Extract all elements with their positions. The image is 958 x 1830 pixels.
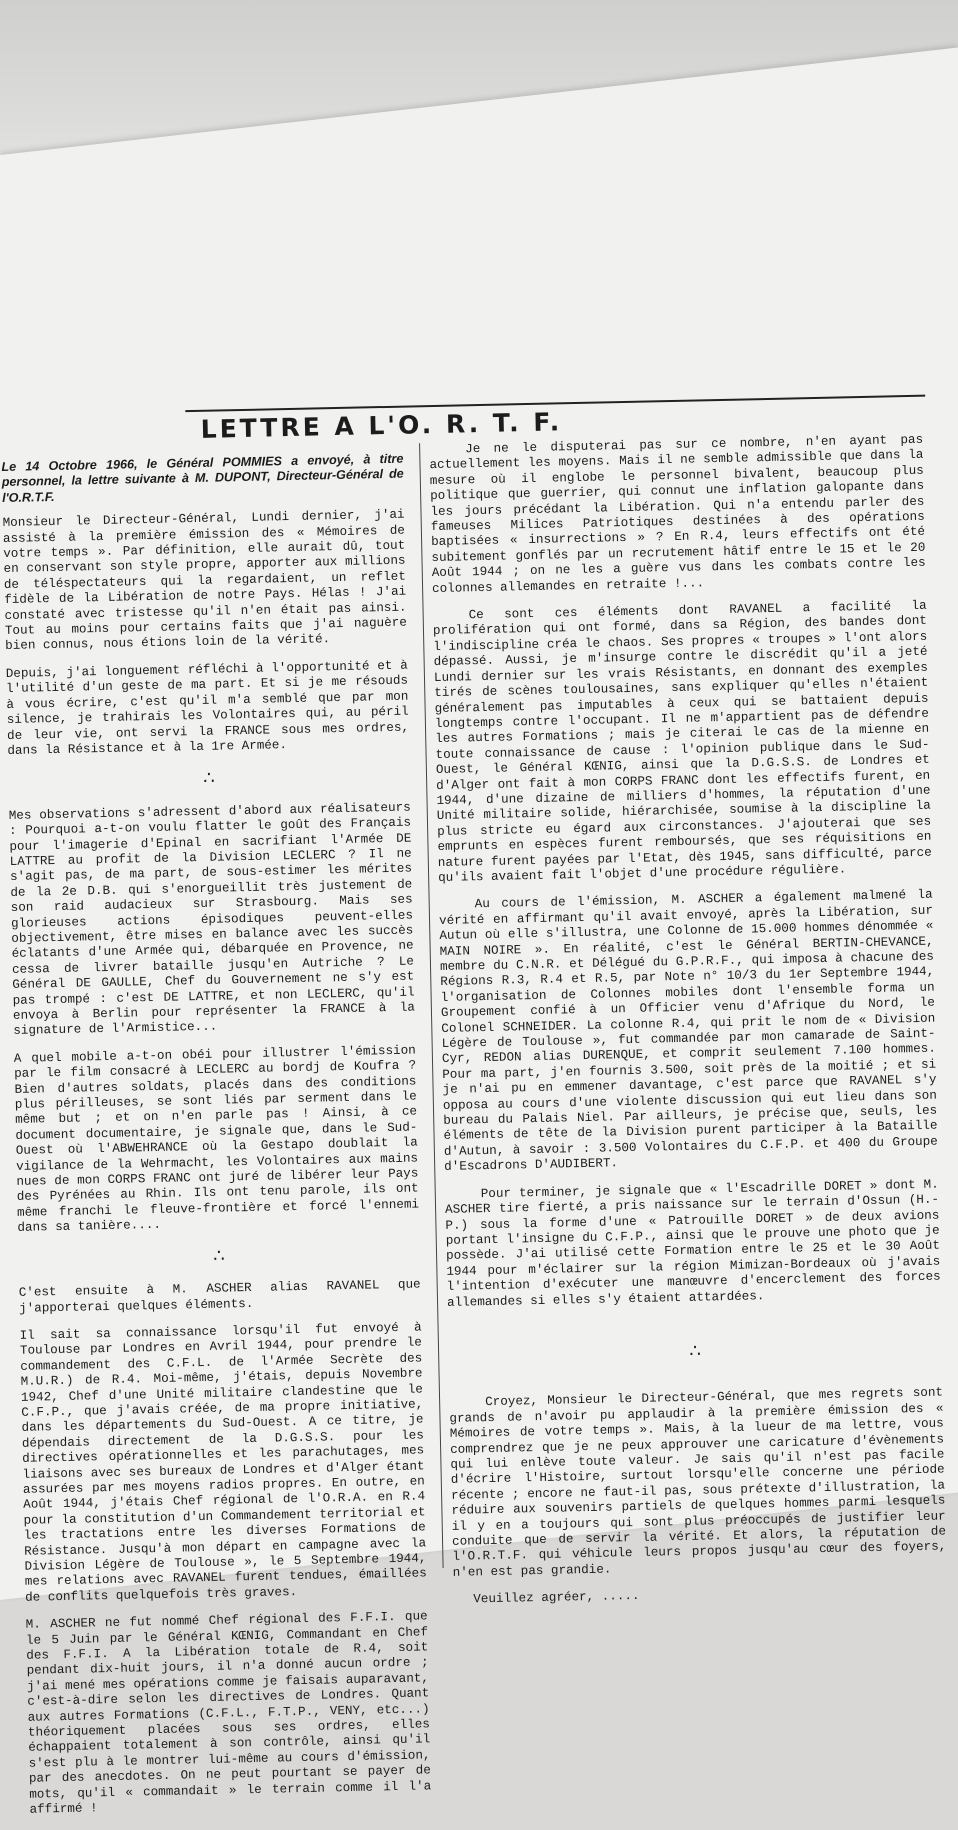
paragraph: M. ASCHER ne fut nommé Chef régional des F.F.I. que le 5 Juin par le Général KŒNIG, Commandant en Chef des F.F.I. A la Libération totale de R.4, soit pendant dix-huit jours, il n'a donné aucun ordre ; j'ai mené mes opérations comme je faisais auparavant, c'est-à-dire selon les directives de Londres. Quant aux autres Formations (C.F.L., F.T.P., VENY, etc...) théoriquement placées sous ses ordres, elles échappaient totalement à son contrôle, ainsi qu'il s'est plu à le montrer lui-même au cours d'émission, par des anecdotes. On ne peut pourtant se payer de mots, qu'il « commandait » le terrain comme il l'a affirmé ! xyxy=(25,1609,432,1817)
paragraph: Depuis, j'ai longuement réfléchi à l'opportunité et à l'utilité d'un geste de ma part. Et si je me résouds à vous écrire, c'est qu'il m'a semblé que par mon silence, je trahirais les Volontaires qui, au péril de leur vie, ont servi la FRANCE sous mes ordres, dans la Résistance et à la 1re Armée. xyxy=(5,658,410,758)
closing-paragraph: Croyez, Monsieur le Directeur-Général, que mes regrets sont grands de n'avoir pu applaudir à la première émission des « Mémoires de votre temps ». Mais, à la lueur de ma lettre, vous comprendrez que je ne peux approuver une caricature d'évènements qui lui enlève toute valeur. Je sais qu'il n'est pas facile d'écrire l'Histoire, surtout lorsqu'elle concerne une période récente ; encore ne faut-il pas, sous prétexte d'illustration, la réduire aux souvenirs partiels de quelques hommes parmi lesquels il y en a toujours qui sont plus préoccupés de justifier leur conduite que de servir la vérité. Et alors, la réputation de l'O.R.T.F. qui véhicule leurs propos jusqu'au cœur des foyers, n'en est pas grandie. xyxy=(449,1385,947,1580)
right-column xyxy=(429,433,948,1621)
paragraph: Pour terminer, je signale que « l'Escadrille DORET » dont M. ASCHER tire fierté, a pris naissance sur le terrain d'Ossun (H.-P.) sous la forme d'une « Patrouille DORET » de deux avions portant l'insigne du C.F.P., ainsi que le prouve une photo que je possède. J'ai utilisé cette Formation entre le 25 et le 30 Août 1944 pour m'éclairer sur la région Mimizan-Bordeaux où j'avais l'intention d'exécuter une manœuvre d'encerclement des forces allemandes si elles s'y étaient attardées. xyxy=(444,1177,941,1310)
paragraph: A quel mobile a-t-on obéi pour illustrer l'émission par le film consacré à LECLERC au bordj de Koufra ? Bien d'autres soldats, placés dans des conditions plus périlleuses, se sont liés par serment dans le même but ; et on n'en parle pas ! Ainsi, à ce document documentaire, je signale que, dans le Sud-Ouest où l'ABWEHRANCE où la Gestapo doublait la vigilance de la Wehrmacht, les Volontaires aux mains nues de mon CORPS FRANC ont juré de libérer leur Pays des Pyrénées au Rhin. Ils ont tenu parole, ils ont même franchi le fleuve-frontière et forcé l'ennemi dans sa tanière.... xyxy=(13,1043,420,1236)
paragraph: Mes observations s'adressent d'abord aux réalisateurs : Pourquoi a-t-on voulu flatter le goût des Français pour l'imagerie d'Epinal en sacrifiant l'Armée DE LATTRE au profit de la Division LECLERC ? Il ne s'agit pas, de ma part, de sous-estimer les mérites de la 2e D.B. qui s'enorgueillit très justement de son raid audacieux sur Strasbourg. Mais ses glorieuses actions épisodiques peuvent-elles objectivement, être mises en balance avec les succès éclatants d'une Armée qui, débarquée en Provence, ne cessa de livrer bataille jusqu'en Autriche ? Le Général DE GAULLE, Chef du Gouvernement ne s'y est pas trompé : c'est DE LATTRE, et non LECLERC, qu'il envoya à Berlin pour représenter la FRANCE à la signature de l'Armistice... xyxy=(8,800,416,1039)
paragraph: C'est ensuite à M. ASCHER alias RAVANEL que j'apporterai quelques éléments. xyxy=(18,1277,421,1316)
paragraph: Il sait sa connaissance lorsqu'il fut envoyé à Toulouse par Londres en Avril 1944, pour prendre le commandement des C.F.L. de l'Armée Secrète des M.U.R.) de R.4. Moi-même, j'étais, depuis Novembre 1942, Chef d'une Unité militaire clandestine que le C.F.P., que j'avais créée, de ma propre initiative, dans les départements du Sud-Ouest. A ce titre, je dépendais directement de la D.G.S.S. pour les directives opérationnelles et les parachutages, mes liaisons avec ses bureaux de Londres et d'Alger étant assurées par mes moyens radios propres. En outre, en Août 1944, j'étais Chef régional de l'O.R.A. en R.4 pour la constitution d'un Commandement territorial et les tractations entre les diverses Formations de Résistance. Jusqu'à mon départ en campagne avec la Division Légère de Toulouse », le 5 Septembre 1944, mes relations avec RAVANEL furent tendues, émaillées de conflits quelquefois très graves. xyxy=(19,1320,427,1605)
paragraph: Ce sont ces éléments dont RAVANEL a facilité la prolifération qui ont formé, dans sa Région, des bandes dont l'indiscipline créa le chaos. Ses propres « troupes » l'ont alors dépassé. Aussi, je m'insurge contre le discrédit qu'il a jeté Lundi dernier sur les vrais Résistants, en donnant des exemples tirés de scènes toulousaines, sans expliquer qu'elles n'étaient généralement pas imputables à ceux qui se battaient depuis longtemps contre l'occupant. Il ne m'appartient pas de défendre les autres Formations ; mais je citerai le cas de la mienne en toute connaissance de cause : l'opinion publique dans le Sud-Ouest, le Général KŒNIG, ainsi que la D.G.S.S. de Londres et d'Alger ont fait à mon CORPS FRANC dont les effectifs furent, en 1944, d'une dizaine de milliers d'hommes, la réputation d'une Unité militaire solide, hiérarchisée, soumise à la discipline la plus stricte eu égard aux circonstances. J'ajouterai que ses emprunts en espèces furent remboursés, que ses réquisitions en nature furent payées par l'Etat, dès 1945, sans difficulté, parce qu'ils avaient fait l'objet d'une procédure régulière. xyxy=(432,598,932,885)
left-column xyxy=(1,452,432,1830)
paragraph: Je ne le disputerai pas sur ce nombre, n'en ayant pas actuellement les moyens. Mais il ne semble admissible que dans la mesure où il englobe le personnel bivalent, beaucoup plus politique que guerrier, qui connut une inflation galopante dans les jours précédant la Libération. Qui n'a entendu parler des fameuses Milices Patriotiques destinées à des opérations baptisées « insurrections » ? En R.4, leurs effectifs ont été subitement gonflés par un recrutement hâtif entre le 15 et le 20 Août 1944 ; on ne les a guère vus dans les combats contre les colonnes allemandes en retraite !... xyxy=(429,432,926,596)
paragraph: Monsieur le Directeur-Général, Lundi dernier, j'ai assisté à la première émission des « Mémoires de votre temps ». Par définition, elle aurait dû, tout en conservant son style propre, apporter aux millions de téléspectateurs qui la regardaient, un reflet fidèle de la Libération de notre Pays. Hélas ! J'ai constaté avec tristesse qu'il n'en était pas ainsi. Tout au moins pour certains faits que j'ai naguère bien connus, nous étions loin de la vérité. xyxy=(2,507,407,654)
section-ornament: ∴ xyxy=(203,769,215,791)
section-ornament: ∴ xyxy=(213,1247,225,1268)
signoff: Veuillez agréer, ..... xyxy=(473,1589,640,1607)
section-ornament: ∴ xyxy=(689,1342,702,1363)
paragraph: Au cours de l'émission, M. ASCHER a également malmené la vérité en affirmant qu'il avait envoyé, après la Libération, sur Autun où elle s'illustra, une Colonne de 15.000 hommes dénommée « MAIN NOIRE ». En réalité, c'est le Général BERTIN-CHEVANCE, membre du C.N.R. et Délégué du G.P.R.F., qui imposa à chacune des Régions R.3, R.4 et R.5, par Note n° 10/3 du 1er Septembre 1944, l'organisation de Colonnes mobiles dont l'ensemble forma un Groupement confié à un Officier venu d'Afrique du Nord, le Colonel SCHNEIDER. La colonne R.4, qui prit le nom de « Division Légère de Toulouse », fut commandée par mon camarade de Saint-Cyr, REDON alias DURENQUE, et comprit seulement 7.100 hommes. Pour ma part, j'en fournis 3.500, soit près de la moitié ; et si je n'ai pu en emmener davantage, c'est parce que RAVANEL s'y opposa au cours d'une violente discussion qui eut lieu dans son bureau du Palais Niel. Par ailleurs, je précise que, seuls, les éléments de tête de la Division purent participer à la Bataille d'Autun, à savoir : 3.500 Volontaires du C.F.P. et 400 du Groupe d'Escadrons D'AUDIBERT. xyxy=(438,888,938,1175)
article xyxy=(0,382,958,1817)
article-title: LETTRE A L'O. R. T. F. xyxy=(200,407,563,444)
intro-note: Le 14 Octobre 1966, le Général POMMIES a envoyé, à titre personnel, la lettre suivante à M. DUPONT, Directeur-Général de l'O.R.T.F. xyxy=(1,451,404,505)
